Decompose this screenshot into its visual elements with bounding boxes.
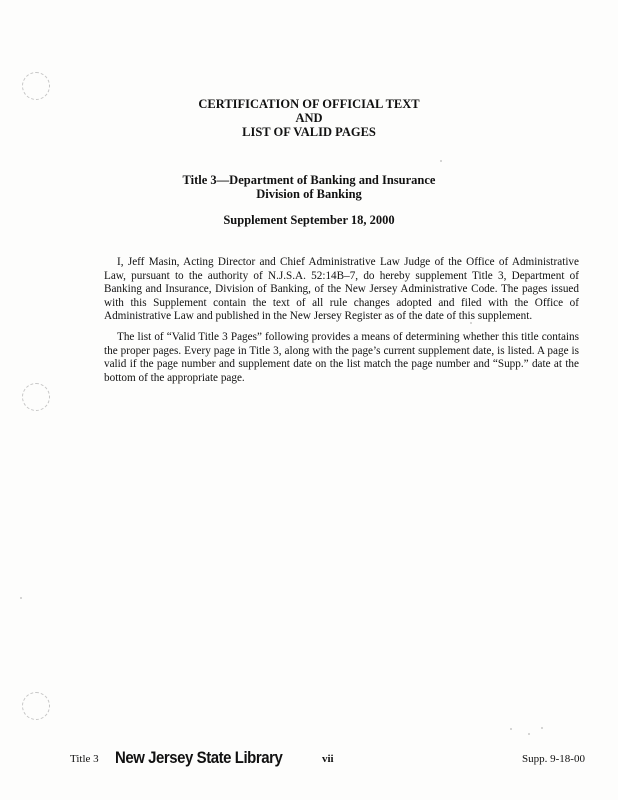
footer-page-number: vii: [322, 753, 334, 765]
library-stamp: New Jersey State Library: [115, 748, 283, 767]
footer-title: Title 3: [70, 753, 99, 765]
supplement-line: Supplement September 18, 2000: [223, 213, 395, 227]
supplement-date-heading: [0, 213, 618, 227]
header-line-1: CERTIFICATION OF OFFICIAL TEXT: [198, 97, 420, 111]
scan-speck: [20, 597, 22, 599]
paragraph-certification: I, Jeff Masin, Acting Director and Chief Administrative Law Judge of the Office of Administrative Law, pursuant to the authority of N.J.S.A. 52:14B–7, do hereby supplement Title 3, Department of Banking and Insurance, Division of Banking, of the New Jersey Administrative Code. The pages issued with this Supplement contain the text of all rule changes adopted and filed with the Office of Administrative Law and published in the New Jersey Register as of the date of this supplement.: [104, 256, 579, 323]
title-line-2: Division of Banking: [256, 187, 362, 201]
scan-speck: [541, 727, 543, 729]
scan-speck: [440, 160, 442, 162]
punch-hole-top: [22, 72, 50, 100]
title-line-1: Title 3—Department of Banking and Insurance: [182, 173, 436, 187]
punch-hole-middle: [22, 383, 50, 411]
footer-supplement-date: Supp. 9-18-00: [522, 753, 585, 765]
header-line-3: LIST OF VALID PAGES: [242, 125, 376, 139]
paragraph-valid-pages: The list of “Valid Title 3 Pages” following provides a means of determining whether this title contains the proper pages. Every page in Title 3, along with the page’s current supplement date, is listed. A page is valid if the page number and supplement date on the list match the page number and “Supp.” date at the bottom of the appropriate page.: [104, 330, 579, 384]
scan-speck: [510, 728, 512, 730]
page-footer: [0, 750, 618, 770]
title-block: [0, 173, 618, 201]
header-line-2: AND: [295, 111, 323, 125]
scan-speck: [470, 322, 472, 324]
scan-speck: [528, 733, 530, 735]
certification-header: [0, 97, 618, 139]
body-text: [104, 256, 579, 392]
punch-hole-bottom: [22, 692, 50, 720]
